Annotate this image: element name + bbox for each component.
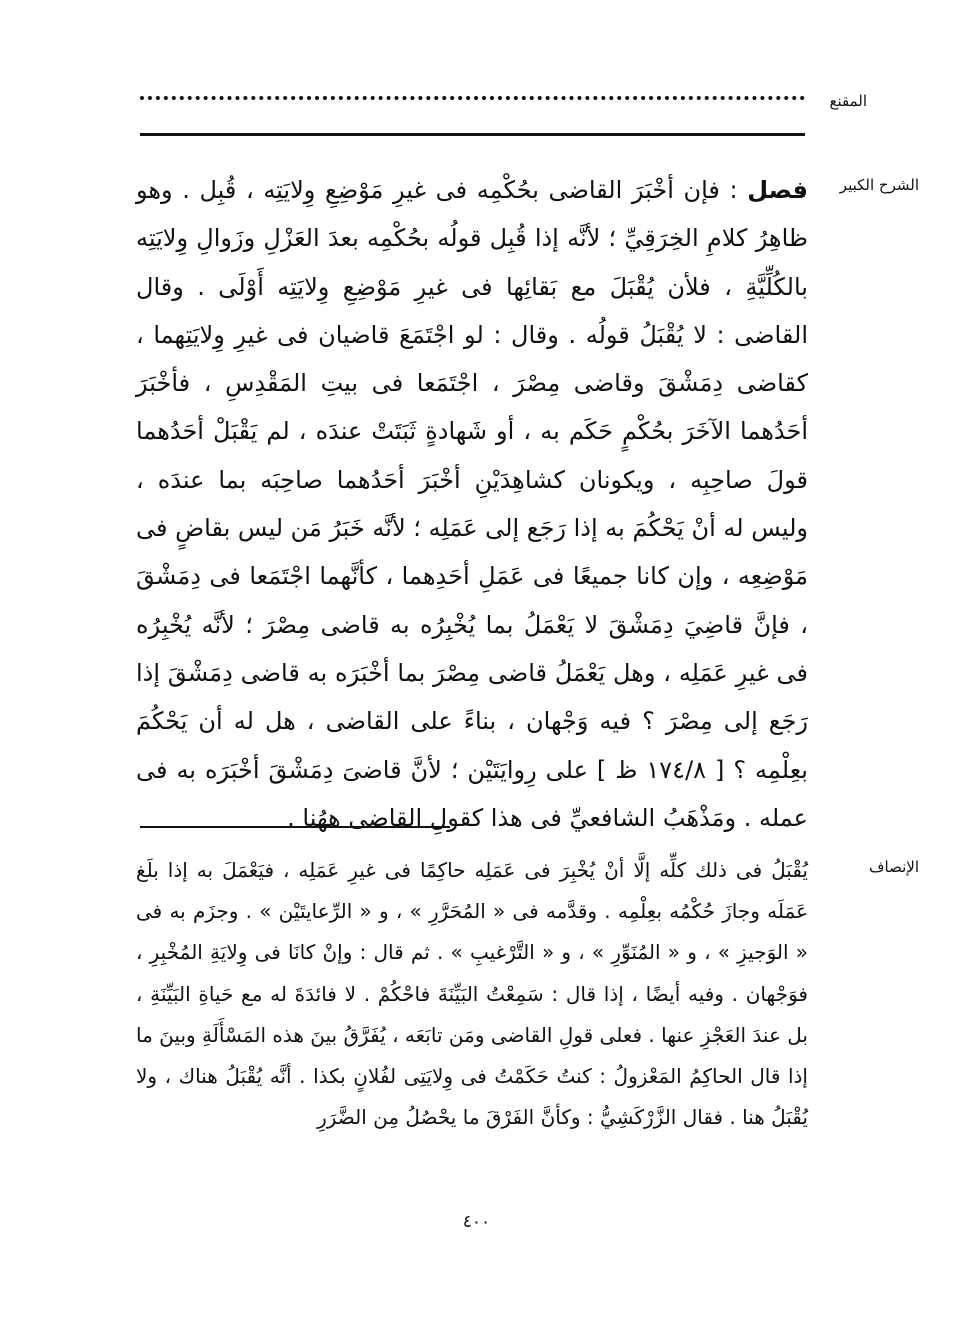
header-rule	[140, 133, 805, 136]
main-body: : فإن أخْبَرَ القاضى بحُكْمِه فى غيرِ مَوْضِعِ وِلايَتِه ، قُبِل . وهو ظاهِرُ كلامِ الخِرَقِيِّ ؛ لأنَّه إذا قُبِل قولُه بحُكْمِه بعدَ العَزْلِ وزَوالِ وِلايَتِه بالكُلِّيَّةِ ، فلأن يُقْبَلَ مع بَقائِها فى غيرِ مَوْضِعِ وِلايَتِه أَوْلَى . وقال القاضى : لا يُقْبَلُ قولُه . وقال : لو اجْتَمَعَ قاضيان فى غيرِ وِلايَتِهما ، كقاضى دِمَشْقَ وقاضى مِصْرَ ، اجْتَمَعا فى بيتِ المَقْدِسِ ، فأخْبَرَ أحَدُهما الآخَرَ بحُكْمٍ حَكَم به ، أو شَهادةٍ ثَبَتَتْ عندَه ، لم يَقْبَلْ أحَدُهما قولَ صاحِبِه ، ويكونان كشاهِدَيْنِ أخْبَرَ أحَدُهما صاحِبَه بما عندَه ، وليس له أنْ يَحْكُمَ به إذا رَجَع إلى عَمَلِه ؛ لأنَّه خَبَرُ مَن ليس بقاضٍ فى مَوْضِعِه ، وإن كانا جميعًا فى عَمَلِ أحَدِهما ، كأنَّهما اجْتَمَعا فى دِمَشْقَ ، فإنَّ قاضِيَ دِمَشْقَ لا يَعْمَلُ بما يُخْبِرُه به قاضى مِصْرَ ؛ لأنَّه يُخْبِرُه فى غيرِ عَمَلِه ، وهل يَعْمَلُ قاضى مِصْرَ بما أخْبَرَه به قاضى دِمَشْقَ إذا رَجَع إلى مِصْرَ ؟ فيه وَجْهان ، بناءً على القاضى ، هل له أن يَحْكُمَ بعِلْمِه ؟ [ ١٧٤/٨ ظ ] على رِوايَتَيْن ؛ لأنَّ قاضىَ دِمَشْقَ أخْبَرَه به فى عمله . ومَذْهَبُ الشافعيِّ فى هذا كقولِ القاضى ههُنا .	[136, 176, 808, 832]
main-text-side-label: الشرح الكبير	[839, 176, 919, 194]
running-header-title: المقنع	[829, 92, 867, 110]
main-text	[136, 166, 808, 842]
footnote-body: يُقْبَلُ فى ذلك كلِّه إلَّا أنْ يُخْبِرَ فى عَمَلِه حاكِمًا فى غيرِ عَمَلِه ، فيَعْمَلَ به إذا بلَغ عَمَلَه وجازَ حُكْمُه بعِلْمِه . وقدَّمه فى « المُحَرَّرِ » ، و « الرِّعايتَيْن » . وجزَم به فى « الوَجيزِ » ، و « المُنَوِّرِ » ، و « التَّرْغيبِ » . ثم قال : وإنْ كانَا فى وِلايَةِ المُخْبِرِ ، فوَجْهان . وفيه أيضًا ، إذا قال : سَمِعْتُ البَيِّنَةَ فاحْكُمْ . لا فائدَةَ له مع حَياةِ البَيِّنَةِ ، بل عندَ العَجْزِ عنها . فعلى قولِ القاضى ومَن تابَعَه ، يُفَرَّقُ بينَ هذه المَسْأَلَةِ وبينَ ما إذا قال الحاكِمُ المَعْزولُ : كنتُ حَكَمْتُ فى وِلايَتِى لفُلانٍ بكذا . أنَّه يُقْبَلُ هناك ، ولا يُقْبَلُ هنا . فقال الزَّرْكَشِيُّ : وكأنَّ الفَرْقَ ما يحْصُلُ مِن الضَّرَرِ	[136, 858, 808, 1130]
footnote-separator	[140, 826, 450, 828]
header-dotted-line	[140, 96, 805, 100]
page-number: ٤٠٠	[462, 1212, 491, 1232]
footnote-text	[136, 850, 808, 1138]
footnote-side-label: الإنصاف	[868, 858, 919, 876]
section-heading: فصل	[747, 176, 808, 204]
main-paragraph	[136, 166, 808, 842]
